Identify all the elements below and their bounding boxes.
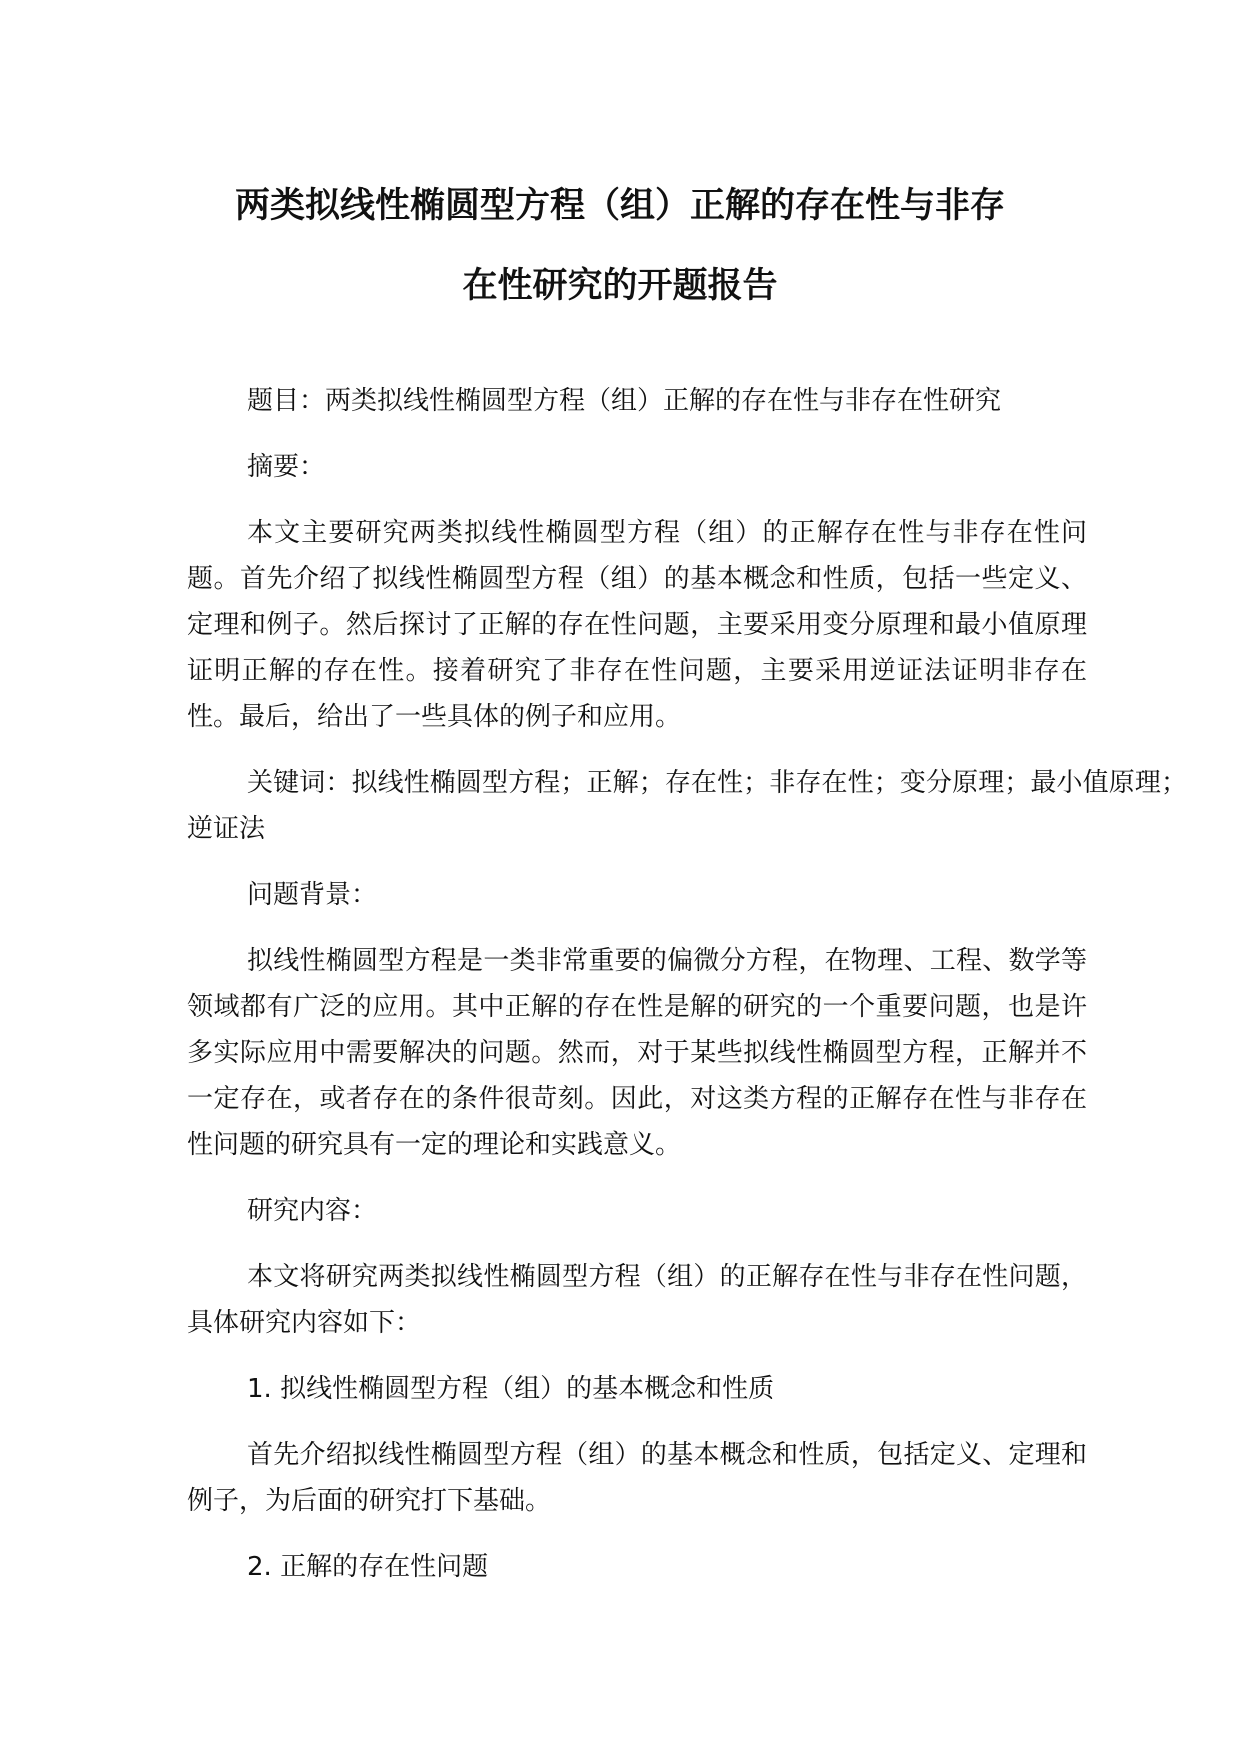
abstract-heading: 摘要： [247,452,326,482]
content-item-1-paragraph: 首先介绍拟线性椭圆型方程（组）的基本概念和性质，包括定义、定理和例子，为后面的研究打下基础。 [187,1440,1087,1516]
keywords-paragraph: 关键词：拟线性椭圆型方程；正解；存在性；非存在性；变分原理；最小值原理；逆证法 [187,768,1187,844]
document-title-line-2: 在性研究的开题报告 [462,266,778,306]
document-body [187,378,1187,1610]
content-item-1-heading: 1. 拟线性椭圆型方程（组）的基本概念和性质 [247,1374,775,1404]
content-intro-paragraph: 本文将研究两类拟线性椭圆型方程（组）的正解存在性与非存在性问题，具体研究内容如下： [187,1262,1087,1338]
topic-paragraph: 题目：两类拟线性椭圆型方程（组）正解的存在性与非存在性研究 [247,386,1002,416]
abstract-paragraph: 本文主要研究两类拟线性椭圆型方程（组）的正解存在性与非存在性问题。首先介绍了拟线性椭圆型方程（组）的基本概念和性质，包括一些定义、定理和例子。然后探讨了正解的存在性问题，主要采用变分原理和最小值原理证明正解的存在性。接着研究了非存在性问题，主要采用逆证法证明非存在性。最后，给出了一些具体的例子和应用。 [187,518,1087,732]
background-paragraph: 拟线性椭圆型方程是一类非常重要的偏微分方程，在物理、工程、数学等领域都有广泛的应用。其中正解的存在性是解的研究的一个重要问题，也是许多实际应用中需要解决的问题。然而，对于某些拟线性椭圆型方程，正解并不一定存在，或者存在的条件很苛刻。因此，对这类方程的正解存在性与非存在性问题的研究具有一定的理论和实践意义。 [187,946,1087,1160]
content-heading: 研究内容： [247,1196,378,1226]
document-title-line-1: 两类拟线性椭圆型方程（组）正解的存在性与非存 [234,186,1005,226]
content-item-2-heading: 2. 正解的存在性问题 [247,1552,489,1582]
background-heading: 问题背景： [247,880,378,910]
